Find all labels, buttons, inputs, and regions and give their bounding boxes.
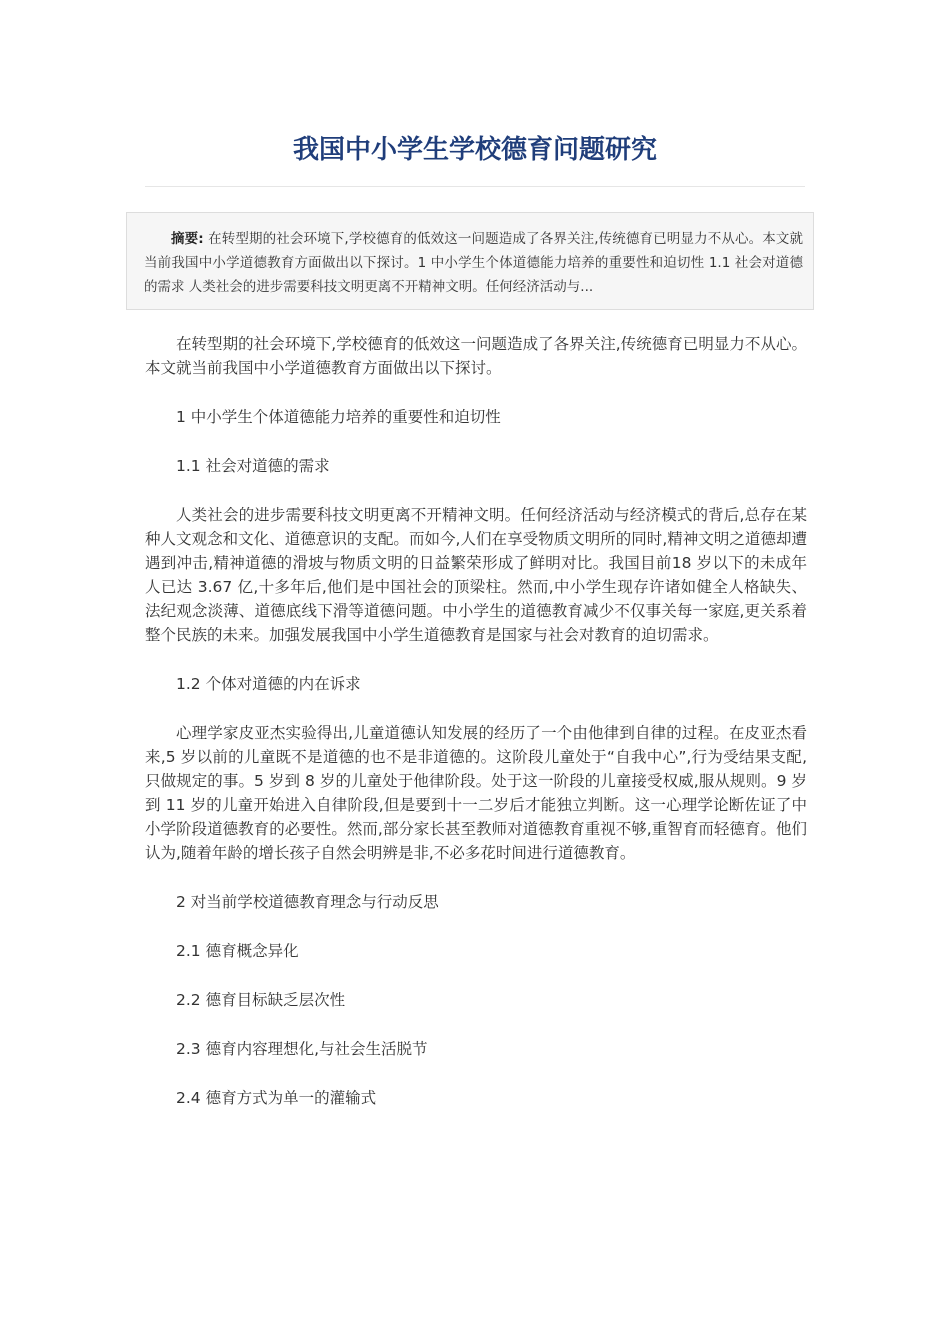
section-heading-2-1: 2.1 德育概念异化 (176, 942, 299, 960)
section-heading-2-3: 2.3 德育内容理想化,与社会生活脱节 (176, 1040, 428, 1058)
title-divider (145, 186, 805, 187)
abstract-text: 在转型期的社会环境下,学校德育的低效这一问题造成了各界关注,传统德育已明显力不从心。本文就当前我国中小学道德教育方面做出以下探讨。1 中小学生个体道德能力培养的重要性和迫切性 1.1 社会对道德的需求 人类社会的进步需要科技文明更离不开精神文明。任何经济活动与... (144, 231, 803, 295)
abstract-box (126, 212, 814, 310)
section-heading-2-4: 2.4 德育方式为单一的灌输式 (176, 1089, 377, 1107)
article-title: 我国中小学生学校德育问题研究 (292, 135, 657, 165)
abstract-label (171, 231, 204, 247)
section-heading-2: 2 对当前学校道德教育理念与行动反思 (176, 893, 439, 911)
abstract-label-separator: : (198, 231, 204, 247)
section-heading-1-1: 1.1 社会对道德的需求 (176, 457, 330, 475)
section-heading-1: 1 中小学生个体道德能力培养的重要性和迫切性 (176, 408, 501, 426)
section-heading-1-2: 1.2 个体对道德的内在诉求 (176, 675, 361, 693)
paragraph-social-need: 人类社会的进步需要科技文明更离不开精神文明。任何经济活动与经济模式的背后,总存在某种人文观念和文化、道德意识的支配。而如今,人们在享受物质文明所的同时,精神文明之道德却遭遇到冲击,精神道德的滑坡与物质文明的日益繁荣形成了鲜明对比。我国目前18 岁以下的未成年人已达 3.67 亿,十多年后,他们是中国社会的顶梁柱。然而,中小学生现存许诸如健全人格缺失、法纪观念淡薄、道德底线下滑等道德问题。中小学生的道德教育减少不仅事关每一家庭,更关系着整个民族的未来。加强发展我国中小学生道德教育是国家与社会对教育的迫切需求。 (145, 506, 807, 644)
paragraph-individual-need: 心理学家皮亚杰实验得出,儿童道德认知发展的经历了一个由他律到自律的过程。在皮亚杰看来,5 岁以前的儿童既不是道德的也不是非道德的。这阶段儿童处于“自我中心”,行为受结果支配,只做规定的事。5 岁到 8 岁的儿童处于他律阶段。处于这一阶段的儿童接受权威,服从规则。9 岁到 11 岁的儿童开始进入自律阶段,但是要到十一二岁后才能独立判断。这一心理学论断佐证了中小学阶段道德教育的必要性。然而,部分家长甚至教师对道德教育重视不够,重智育而轻德育。他们认为,随着年龄的增长孩子自然会明辨是非,不必多花时间进行道德教育。 (145, 724, 807, 862)
paragraph-intro: 在转型期的社会环境下,学校德育的低效这一问题造成了各界关注,传统德育已明显力不从心。本文就当前我国中小学道德教育方面做出以下探讨。 (145, 335, 807, 377)
article-body (145, 332, 807, 1135)
section-heading-2-2: 2.2 德育目标缺乏层次性 (176, 991, 346, 1009)
abstract-label-text: 摘要 (171, 231, 199, 247)
